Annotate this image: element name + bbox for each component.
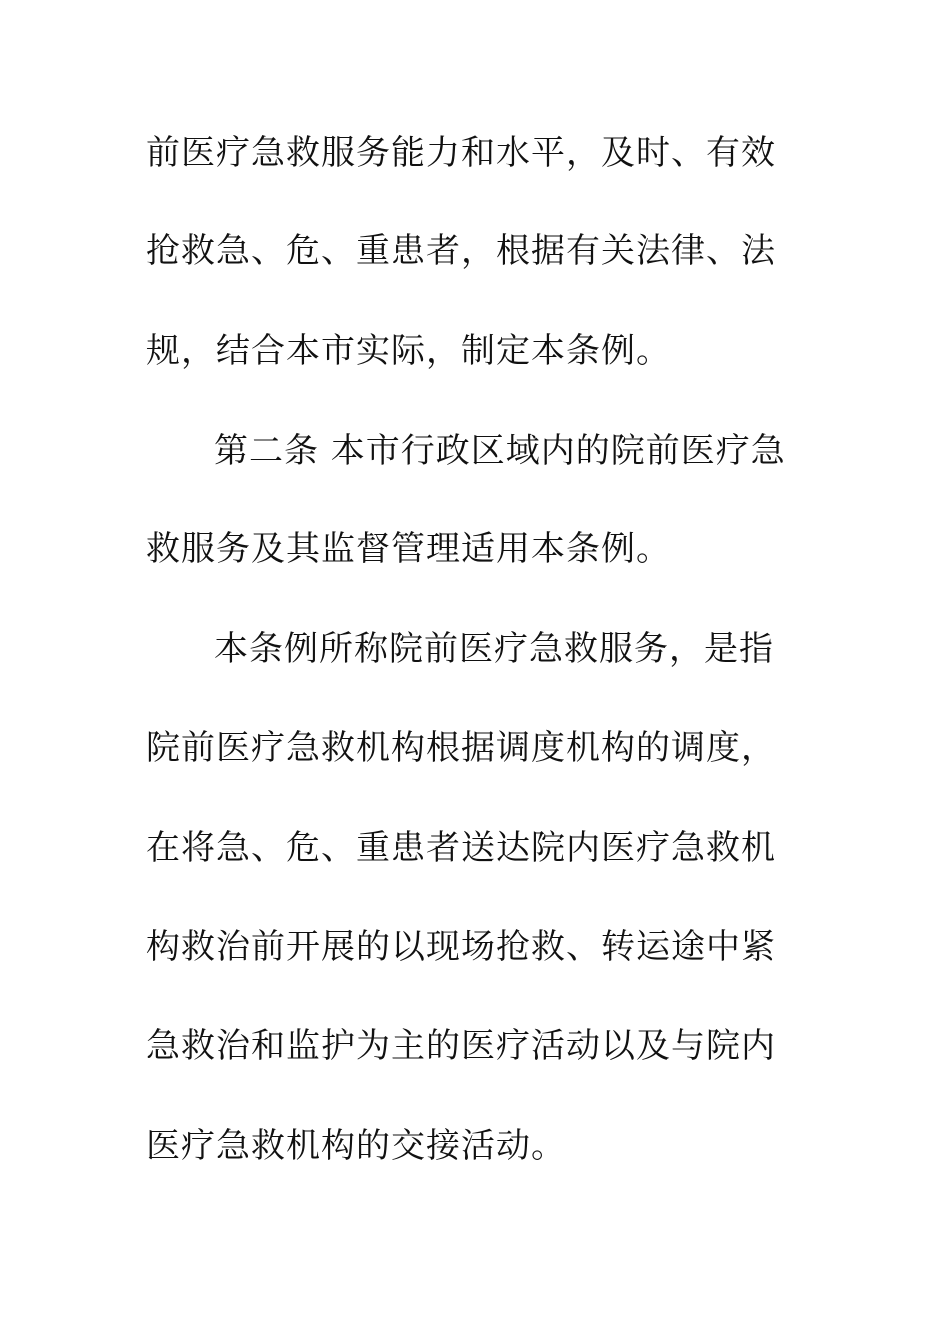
text-line: 急救治和监护为主的医疗活动以及与院内 — [146, 1026, 776, 1066]
text-line: 在将急、危、重患者送达院内医疗急救机 — [146, 828, 776, 868]
text-line: 院前医疗急救机构根据调度机构的调度， — [146, 728, 776, 768]
text-line: 医疗急救机构的交接活动。 — [146, 1126, 566, 1166]
article-heading-line: 第二条 本市行政区域内的院前医疗急 — [214, 431, 786, 471]
text-line: 构救治前开展的以现场抢救、转运途中紧 — [146, 927, 776, 967]
text-line: 前医疗急救服务能力和水平，及时、有效 — [146, 133, 776, 173]
text-line: 规，结合本市实际，制定本条例。 — [146, 331, 671, 371]
paragraph-start-line: 本条例所称院前医疗急救服务，是指 — [214, 629, 774, 669]
text-line: 救服务及其监督管理适用本条例。 — [146, 529, 671, 569]
text-line: 抢救急、危、重患者，根据有关法律、法 — [146, 231, 776, 271]
